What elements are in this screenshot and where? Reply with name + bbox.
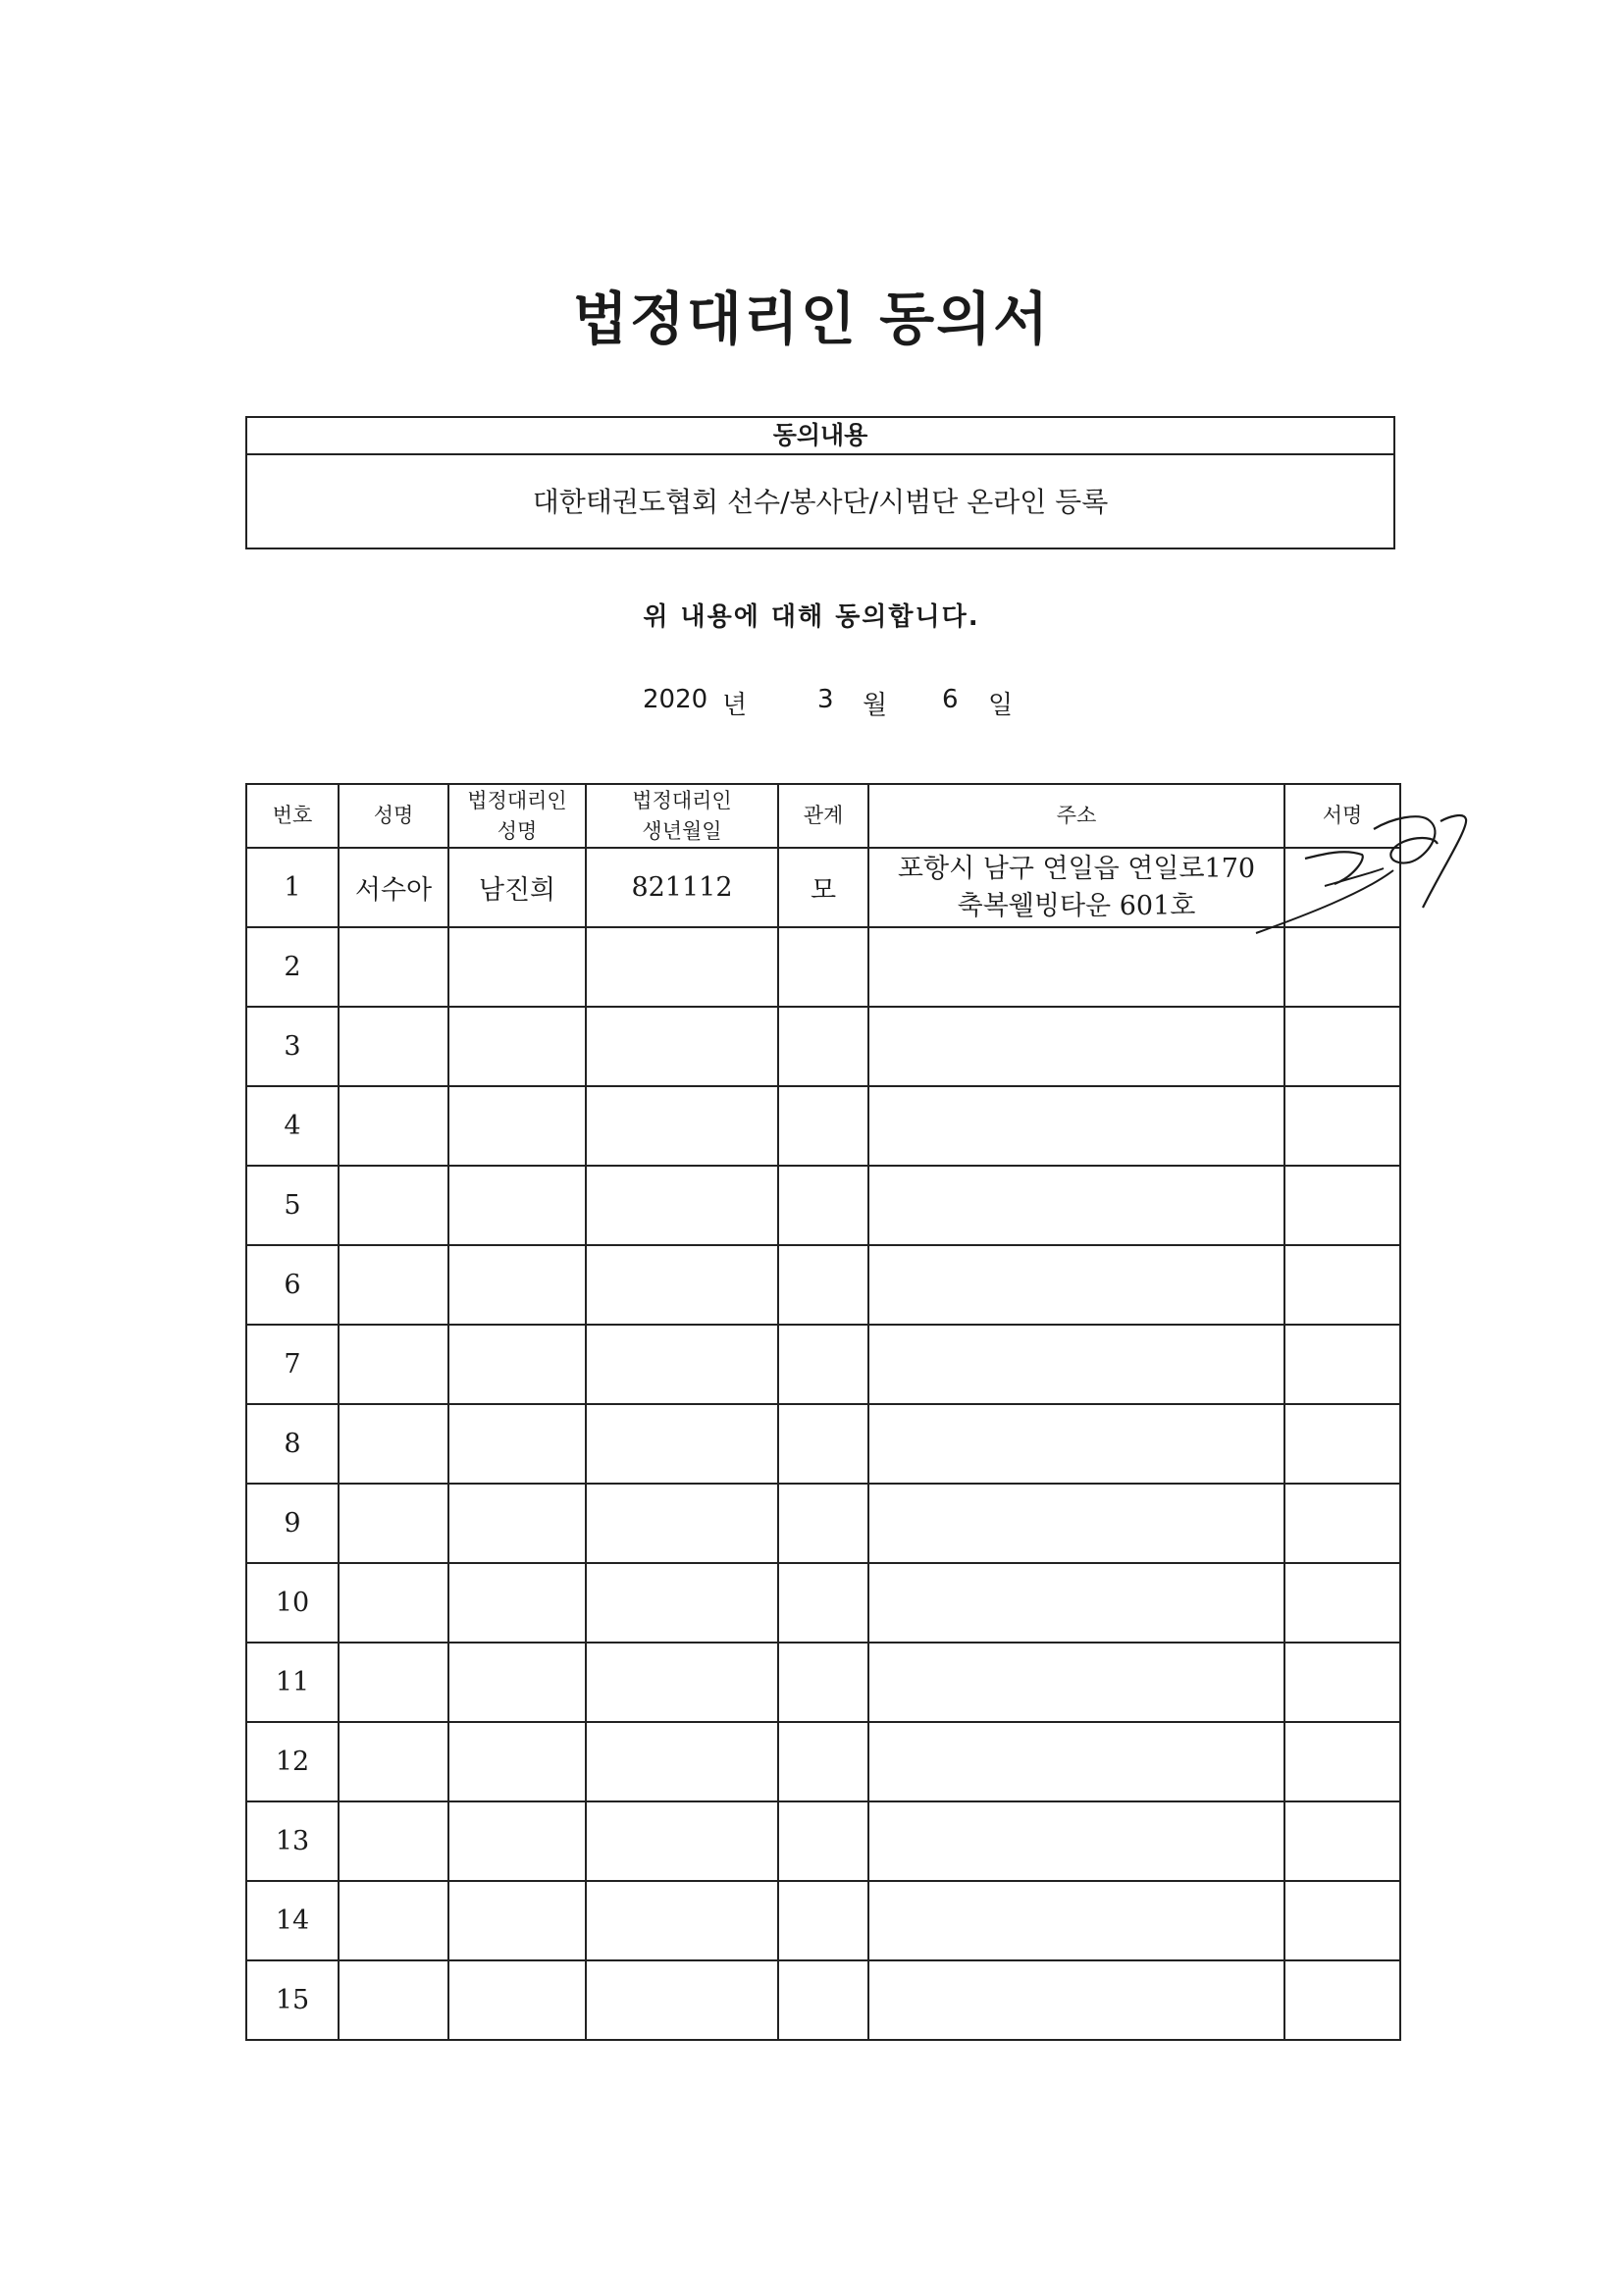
cell-relation [778, 1245, 868, 1325]
table-row [246, 1325, 1400, 1404]
cell-signature [1284, 1245, 1400, 1325]
cell-no: 2 [246, 927, 339, 1007]
cell-no: 3 [246, 1007, 339, 1086]
cell-address [868, 1086, 1284, 1166]
cell-relation [778, 1484, 868, 1563]
cell-no: 10 [246, 1563, 339, 1643]
cell-guardian-name: 남진희 [448, 848, 586, 927]
cell-guardian-name [448, 1404, 586, 1484]
table-row [246, 1007, 1400, 1086]
cell-name [339, 1960, 448, 2040]
cell-guardian-name [448, 1484, 586, 1563]
table-row [246, 1086, 1400, 1166]
cell-address [868, 1563, 1284, 1643]
cell-name [339, 1484, 448, 1563]
table-row [246, 1563, 1400, 1643]
cell-guardian-name [448, 1007, 586, 1086]
cell-guardian-name [448, 1563, 586, 1643]
header-guardian-birth-line1: 법정대리인 [632, 788, 732, 812]
cell-address [868, 1484, 1284, 1563]
cell-guardian-birth [586, 1563, 778, 1643]
cell-guardian-birth: 821112 [586, 848, 778, 927]
header-no: 번호 [246, 784, 339, 848]
cell-name [339, 1245, 448, 1325]
header-guardian-birth-line2: 생년월일 [642, 818, 722, 843]
cell-guardian-birth [586, 1245, 778, 1325]
table-row [246, 1484, 1400, 1563]
cell-address-line1: 포항시 남구 연일읍 연일로170 [897, 853, 1256, 884]
cell-address [868, 1722, 1284, 1801]
cell-name [339, 1325, 448, 1404]
cell-guardian-birth [586, 1881, 778, 1960]
cell-guardian-birth [586, 1086, 778, 1166]
cell-guardian-name [448, 1801, 586, 1881]
cell-relation [778, 927, 868, 1007]
cell-no: 1 [246, 848, 339, 927]
consent-content: 대한태권도협회 선수/봉사단/시범단 온라인 등록 [532, 486, 1109, 518]
cell-no: 9 [246, 1484, 339, 1563]
table-row [246, 1166, 1400, 1245]
cell-signature [1284, 1801, 1400, 1881]
cell-name: 서수아 [339, 848, 448, 927]
cell-guardian-birth [586, 1722, 778, 1801]
header-guardian-name [448, 784, 586, 848]
cell-no: 15 [246, 1960, 339, 2040]
date-day-unit: 일 [988, 691, 1014, 720]
cell-name [339, 1166, 448, 1245]
cell-signature [1284, 1643, 1400, 1722]
cell-guardian-birth [586, 1007, 778, 1086]
table-row [246, 1245, 1400, 1325]
table-row [246, 1722, 1400, 1801]
cell-no: 13 [246, 1801, 339, 1881]
cell-guardian-name [448, 927, 586, 1007]
header-signature: 서명 [1284, 784, 1400, 848]
date-year-unit: 년 [722, 691, 748, 720]
cell-relation [778, 1086, 868, 1166]
header-name: 성명 [339, 784, 448, 848]
cell-no: 8 [246, 1404, 339, 1484]
cell-signature [1284, 1960, 1400, 2040]
table-row [246, 927, 1400, 1007]
cell-relation [778, 1881, 868, 1960]
cell-no: 4 [246, 1086, 339, 1166]
date-month: 3 [817, 685, 834, 714]
cell-relation: 모 [778, 848, 868, 927]
table-row [246, 1643, 1400, 1722]
cell-guardian-name [448, 1086, 586, 1166]
cell-guardian-name [448, 1881, 586, 1960]
cell-address [868, 1801, 1284, 1881]
table-row [246, 1404, 1400, 1484]
cell-name [339, 1643, 448, 1722]
cell-relation [778, 1801, 868, 1881]
cell-relation [778, 1325, 868, 1404]
cell-guardian-name [448, 1722, 586, 1801]
header-guardian-name-line1: 법정대리인 [467, 788, 567, 812]
date-day: 6 [942, 685, 959, 714]
cell-name [339, 1007, 448, 1086]
cell-no: 11 [246, 1643, 339, 1722]
consent-heading: 동의내용 [247, 418, 1393, 455]
cell-relation [778, 1960, 868, 2040]
cell-signature [1284, 1722, 1400, 1801]
agreement-statement: 위 내용에 대해 동의합니다. [643, 602, 980, 632]
header-guardian-name-line2: 성명 [497, 818, 538, 843]
table-row [246, 1960, 1400, 2040]
cell-address [868, 1404, 1284, 1484]
cell-address [868, 1643, 1284, 1722]
cell-name [339, 1563, 448, 1643]
table-header-row [246, 784, 1400, 848]
cell-address [868, 1881, 1284, 1960]
cell-address [868, 1325, 1284, 1404]
consent-box [245, 416, 1395, 549]
cell-signature [1284, 1166, 1400, 1245]
cell-signature [1284, 1484, 1400, 1563]
cell-signature [1284, 1325, 1400, 1404]
cell-signature [1284, 1086, 1400, 1166]
roster-body [246, 848, 1400, 2040]
page-title: 법정대리인 동의서 [572, 286, 1051, 352]
cell-address [868, 1960, 1284, 2040]
cell-no: 12 [246, 1722, 339, 1801]
cell-address [868, 1007, 1284, 1086]
header-address: 주소 [868, 784, 1284, 848]
cell-guardian-birth [586, 1960, 778, 2040]
cell-signature [1284, 1404, 1400, 1484]
cell-signature [1284, 848, 1400, 927]
cell-no: 7 [246, 1325, 339, 1404]
header-guardian-birth [586, 784, 778, 848]
cell-no: 14 [246, 1881, 339, 1960]
cell-guardian-name [448, 1166, 586, 1245]
date-year: 2020 [643, 685, 708, 714]
cell-guardian-birth [586, 1484, 778, 1563]
cell-signature [1284, 927, 1400, 1007]
cell-name [339, 1801, 448, 1881]
cell-relation [778, 1563, 868, 1643]
cell-address [868, 848, 1284, 927]
cell-signature [1284, 1007, 1400, 1086]
cell-relation [778, 1166, 868, 1245]
header-relation: 관계 [778, 784, 868, 848]
cell-name [339, 927, 448, 1007]
roster-table [245, 783, 1401, 2041]
cell-name [339, 1404, 448, 1484]
cell-no: 6 [246, 1245, 339, 1325]
cell-name [339, 1722, 448, 1801]
cell-relation [778, 1643, 868, 1722]
table-row [246, 848, 1400, 927]
cell-guardian-name [448, 1643, 586, 1722]
cell-signature [1284, 1563, 1400, 1643]
cell-guardian-birth [586, 1801, 778, 1881]
date-month-unit: 월 [863, 691, 888, 720]
cell-name [339, 1881, 448, 1960]
cell-address [868, 927, 1284, 1007]
cell-guardian-birth [586, 1166, 778, 1245]
cell-signature [1284, 1881, 1400, 1960]
cell-address-line2: 축복웰빙타운 601호 [957, 890, 1196, 921]
cell-guardian-birth [586, 1325, 778, 1404]
cell-relation [778, 1007, 868, 1086]
cell-relation [778, 1404, 868, 1484]
table-row [246, 1881, 1400, 1960]
cell-guardian-name [448, 1960, 586, 2040]
cell-address [868, 1166, 1284, 1245]
cell-guardian-name [448, 1245, 586, 1325]
cell-relation [778, 1722, 868, 1801]
cell-guardian-birth [586, 1643, 778, 1722]
cell-name [339, 1086, 448, 1166]
cell-guardian-name [448, 1325, 586, 1404]
table-row [246, 1801, 1400, 1881]
cell-address [868, 1245, 1284, 1325]
cell-guardian-birth [586, 1404, 778, 1484]
cell-guardian-birth [586, 927, 778, 1007]
cell-no: 5 [246, 1166, 339, 1245]
